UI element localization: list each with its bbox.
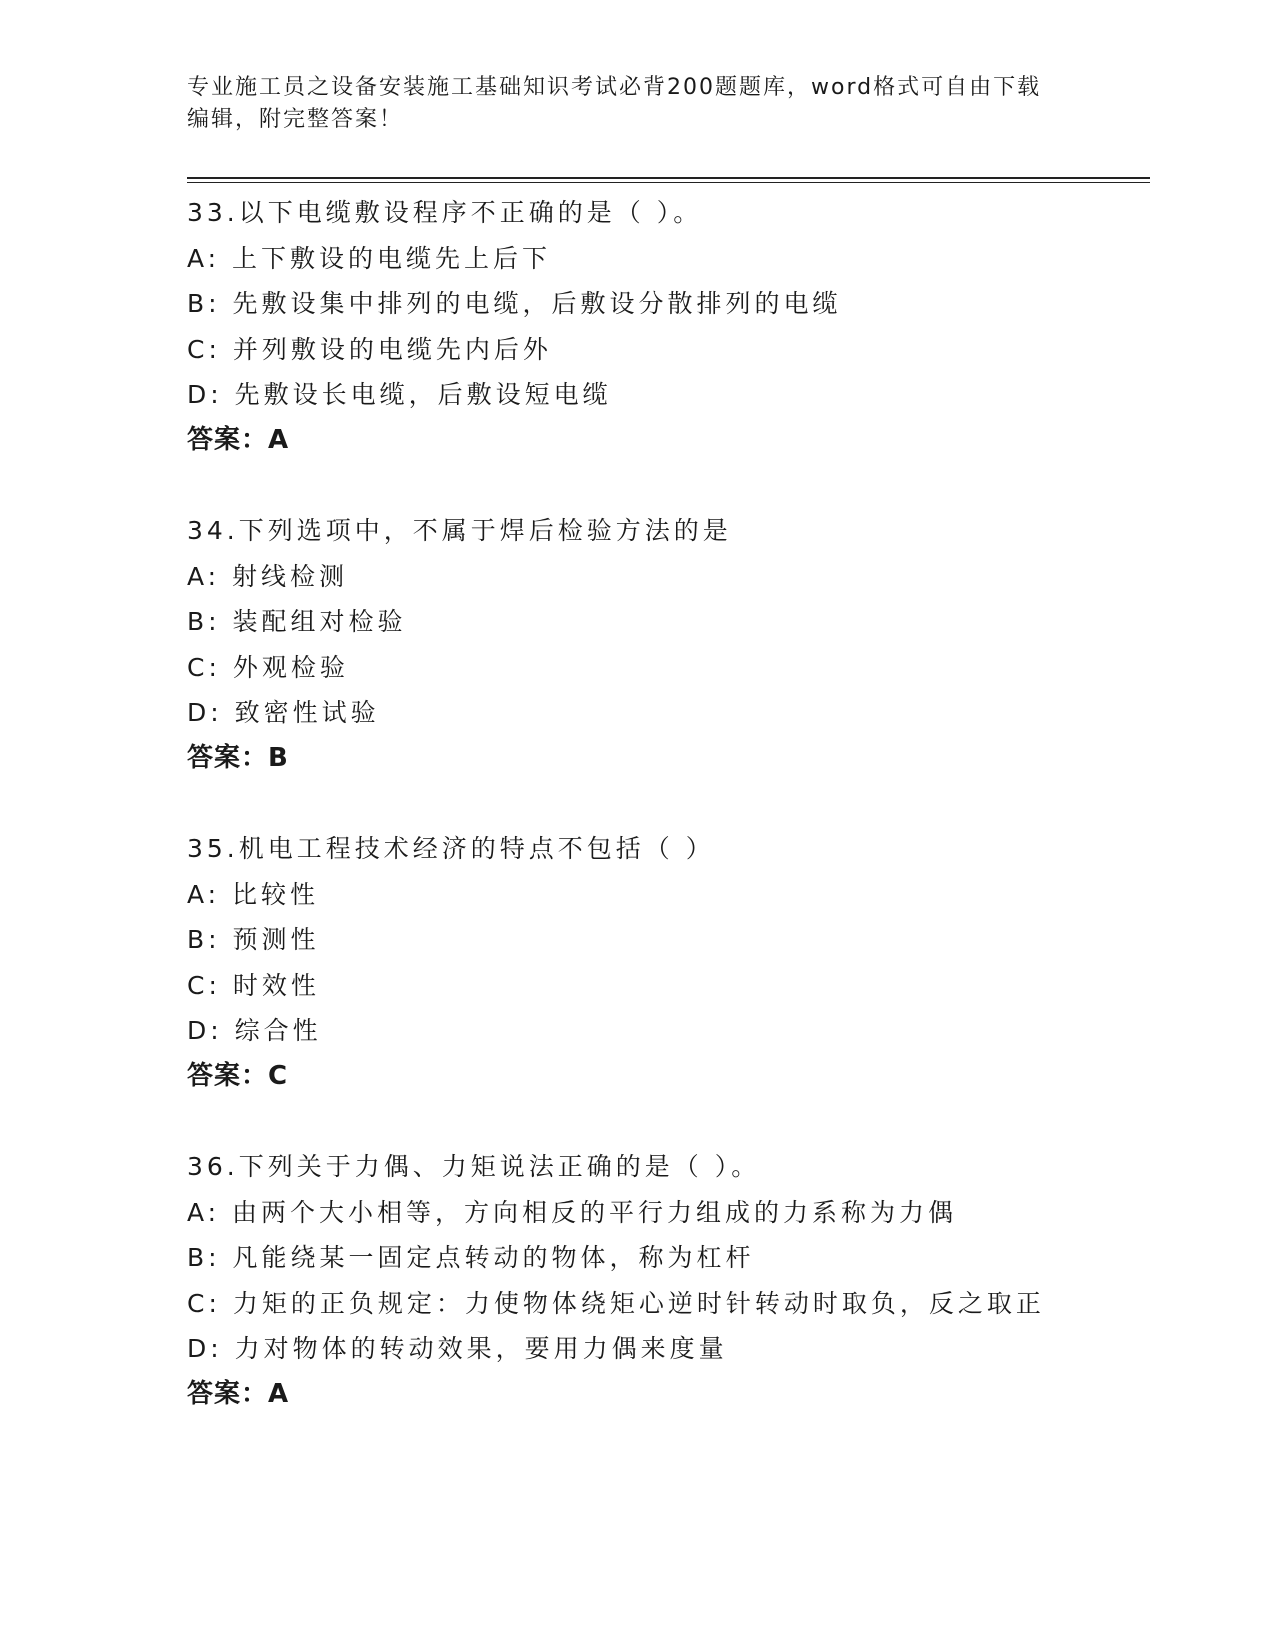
header-divider-thin [187,182,1150,183]
answer-line: 答案：A [187,424,290,455]
answer-line: 答案：A [187,1378,290,1409]
question-list [187,190,1147,1462]
answer-line: 答案：C [187,1060,289,1091]
option-d: D: 综合性 [187,1016,322,1045]
option-b: B: 装配组对检验 [187,607,407,636]
option-d: D: 力对物体的转动效果，要用力偶来度量 [187,1334,728,1363]
question-35 [187,826,1147,1144]
question-stem: 34.下列选项中，不属于焊后检验方法的是 [187,516,732,545]
header-line-2: 编辑，附完整答案！ [187,107,404,132]
option-c: C: 力矩的正负规定：力使物体绕矩心逆时针转动时取负，反之取正 [187,1288,1045,1318]
option-d: D: 致密性试验 [187,698,380,727]
header-line-1: 专业施工员之设备安装施工基础知识考试必背200题题库，word格式可自由下载 [187,75,1042,100]
option-a: A: 比较性 [187,879,320,909]
question-stem: 33.以下电缆敷设程序不正确的是（ ）。 [187,198,703,227]
question-33 [187,190,1147,508]
header-divider-thick [187,177,1150,179]
question-34 [187,508,1147,826]
option-d: D: 先敷设长电缆，后敷设短电缆 [187,380,612,409]
question-stem: 35.机电工程技术经济的特点不包括（ ） [187,834,715,863]
option-b: B: 预测性 [187,925,320,954]
option-c: C: 时效性 [187,970,320,1000]
option-b: B: 先敷设集中排列的电缆，后敷设分散排列的电缆 [187,289,842,318]
option-c: C: 并列敷设的电缆先内后外 [187,334,552,364]
question-36 [187,1144,1147,1462]
document-header [187,72,1067,136]
option-a: A: 射线检测 [187,561,349,591]
option-a: A: 上下敷设的电缆先上后下 [187,243,552,273]
option-a: A: 由两个大小相等，方向相反的平行力组成的力系称为力偶 [187,1197,958,1227]
question-stem: 36.下列关于力偶、力矩说法正确的是（ ）。 [187,1152,761,1181]
answer-line: 答案：B [187,742,289,773]
option-b: B: 凡能绕某一固定点转动的物体，称为杠杆 [187,1243,755,1272]
option-c: C: 外观检验 [187,652,349,682]
